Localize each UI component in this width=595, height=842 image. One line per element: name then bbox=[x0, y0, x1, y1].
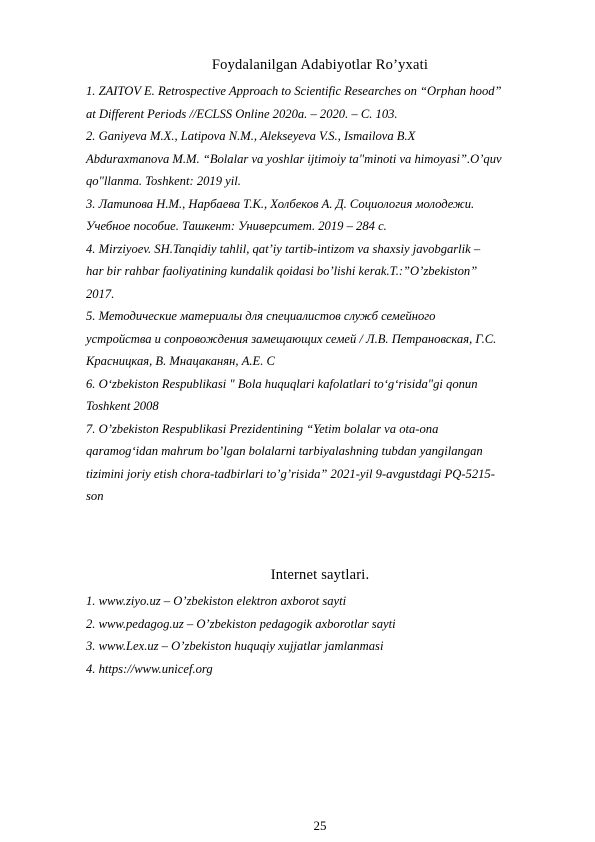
reference-line: 1. ZAITOV E. Retrospective Approach to Scientific Researches on “Orphan hood” bbox=[86, 84, 502, 98]
reference-line: at Different Periods //ECLSS Online 2020a. – 2020. – С. 103. bbox=[86, 106, 398, 121]
reference-line: устройства и сопровождения замещающих семей / Л.В. Петрановская, Г.С. bbox=[86, 331, 497, 346]
reference-line: Abduraxmanova M.M. “Bolalar va yoshlar ijtimoiy ta"minoti va himoyasi”.O’quv bbox=[86, 151, 502, 166]
references-heading: Foydalanilgan Adabiyotlar Ro’yxati bbox=[211, 57, 429, 73]
reference-line: 5. Методические материалы для специалистов служб семейного bbox=[86, 309, 436, 323]
reference-line: qo"llanma. Toshkent: 2019 yil. bbox=[86, 174, 241, 188]
reference-line: Учебное пособие. Ташкент: Университет. 2019 – 284 с. bbox=[86, 219, 387, 233]
reference-line: qaramog‘idan mahrum bo’lgan bolalarni tarbiyalashning tubdan yangilangan bbox=[86, 444, 483, 458]
site-line: 1. www.ziyo.uz – O’zbekiston elektron axborot sayti bbox=[86, 594, 347, 608]
reference-line: Toshkent 2008 bbox=[86, 399, 159, 413]
references-list bbox=[86, 80, 556, 508]
reference-line: 2017. bbox=[86, 286, 115, 301]
reference-line: 3. Латипова Н.М., Нарбаева Т.К., Холбеков А. Д. Социология молодежи. bbox=[86, 196, 475, 211]
reference-line: Красницкая, В. Мнацаканян, А.Е. С bbox=[86, 354, 275, 368]
site-line: 3. www.Lex.uz – O’zbekiston huquqiy xujjatlar jamlanmasi bbox=[86, 639, 384, 653]
site-line: 2. www.pedagog.uz – O’zbekiston pedagogik axborotlar sayti bbox=[86, 616, 396, 631]
reference-line: son bbox=[86, 489, 104, 503]
reference-line: 7. O’zbekiston Respublikasi Prezidentining “Yetim bolalar va ota-ona bbox=[86, 421, 439, 436]
reference-line: 6. O‘zbekiston Respublikasi " Bola huquqlari kafolatlari to‘g‘risida"gi qonun bbox=[86, 376, 478, 391]
reference-line: tizimini joriy etish chora-tadbirlari to’g’risida” 2021-yil 9-avgustdagi PQ-5215- bbox=[86, 466, 495, 481]
internet-sites-list bbox=[86, 590, 556, 680]
reference-line: 2. Ganiyeva M.X., Latipova N.M., Alekseyeva V.S., Ismailova B.X bbox=[86, 129, 416, 143]
reference-line: har bir rahbar faoliyatining kundalik qoidasi bo’lishi kerak.T.:”O’zbekiston” bbox=[86, 264, 478, 278]
reference-line: 4. Mirziyoev. SH.Tanqidiy tahlil, qat’iy tartib-intizom va shaxsiy javobgarlik – bbox=[86, 241, 481, 256]
site-line: 4. https://www.unicef.org bbox=[86, 661, 213, 676]
page-number: 25 bbox=[313, 818, 327, 833]
internet-sites-heading: Internet saytlari. bbox=[270, 567, 370, 583]
